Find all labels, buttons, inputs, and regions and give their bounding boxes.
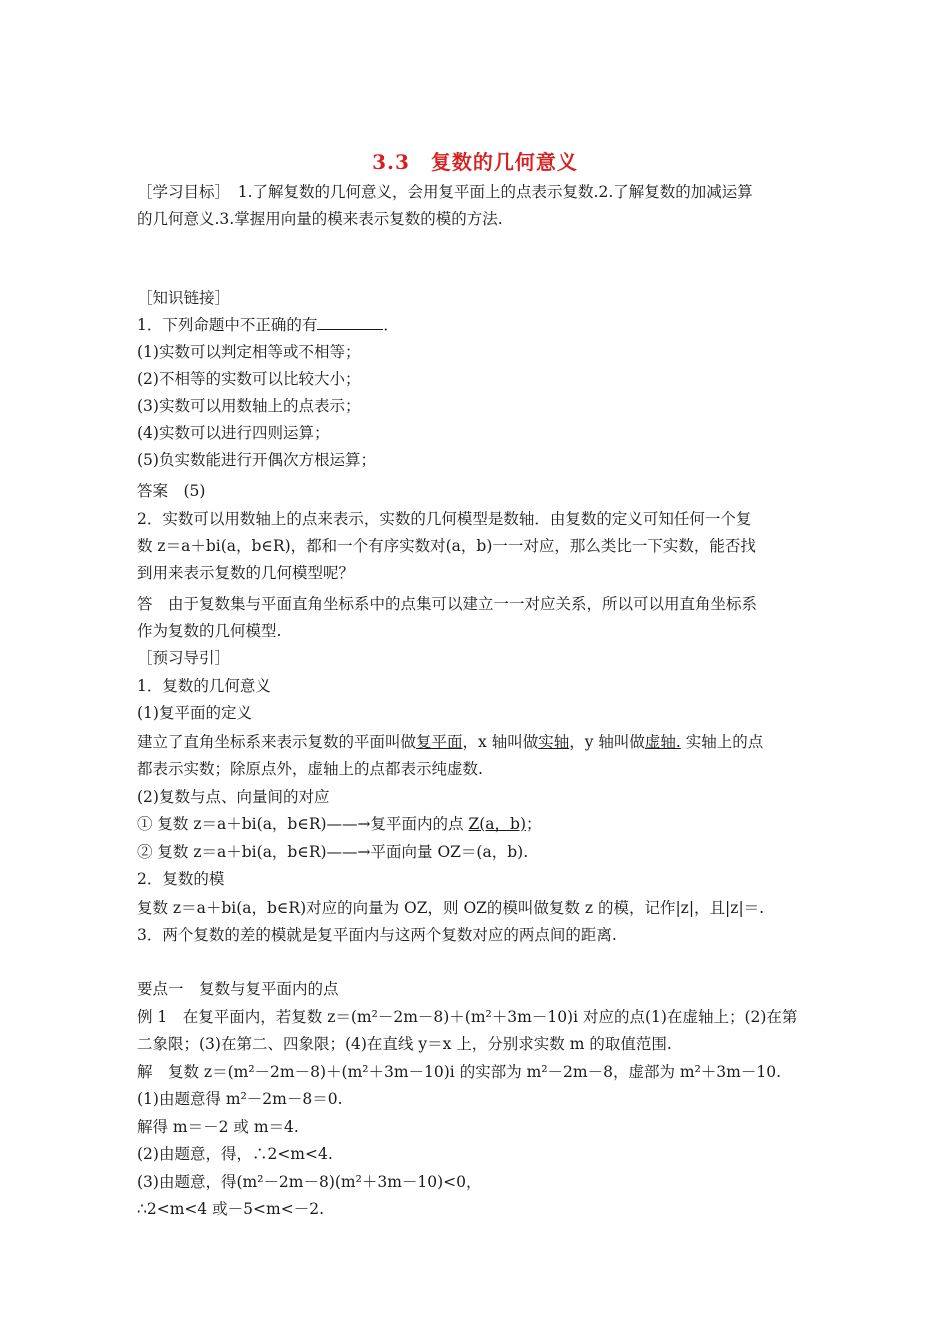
text-span: 实轴上的点 [680, 733, 764, 751]
modulus-definition: 复数 z＝a＋bi(a，b∈R)对应的向量为 OZ，则 OZ的模叫做复数 z 的模，记作|z|，且|z|＝. [137, 899, 765, 917]
page-title: 3.3 复数的几何意义 [372, 150, 578, 174]
underlined-term: Z(a，b) [468, 815, 526, 833]
list-item: (4)实数可以进行四则运算； [137, 424, 330, 442]
text-span: ，y 轴叫做 [569, 733, 645, 751]
solution-step: 解得 m＝－2 或 m＝4. [137, 1118, 299, 1136]
section-heading-preview: ［预习导引］ [137, 649, 231, 667]
list-item: (5)负实数能进行开偶次方根运算； [137, 451, 376, 469]
answer-2-line-1: 答 由于复数集与平面直角坐标系中的点集可以建立一一对应关系，所以可以用直角坐标系 [137, 595, 758, 613]
list-item: (1)实数可以判定相等或不相等； [137, 343, 361, 361]
correspondence-vector: ② 复数 z＝a＋bi(a，b∈R)——→平面向量 OZ＝(a，b). [137, 843, 529, 861]
correspondence-point [137, 813, 827, 837]
answer-line: 答案 (5) [137, 482, 206, 500]
example-1-line-2: 二象限；(3)在第二、四象限；(4)在直线 y＝x 上，分别求实数 m 的取值范围. [137, 1035, 672, 1053]
question-2-line-1: 2．实数可以用数轴上的点来表示，实数的几何模型是数轴．由复数的定义可知任何一个复 [137, 510, 752, 528]
list-item: (3)实数可以用数轴上的点表示； [137, 397, 361, 415]
complex-plane-definition [137, 731, 827, 755]
complex-plane-definition-cont: 都表示实数；除原点外，虚轴上的点都表示纯虚数. [137, 760, 483, 778]
question-2-line-2: 数 z＝a＋bi(a，b∈R)，都和一个有序实数对(a，b)一一对应，那么类比一下实数，能否找 [137, 537, 756, 555]
subheading-correspondence: (2)复数与点、向量间的对应 [137, 788, 330, 806]
example-1-line-1: 例 1 在复平面内，若复数 z＝(m²－2m－8)＋(m²＋3m－10)i 对应的点(1)在虚轴上；(2)在第 [137, 1008, 798, 1026]
underlined-term: 虚轴. [644, 733, 681, 751]
solution-step: (2)由题意，得，∴2<m<4. [137, 1145, 333, 1163]
question-1-end: ． [383, 316, 399, 334]
section-heading-knowledge-link: ［知识链接］ [137, 289, 231, 307]
solution-step: (1)由题意得 m²－2m－8＝0. [137, 1090, 343, 1108]
learning-goals-line-1: ［学习目标］ 1.了解复数的几何意义，会用复平面上的点表示复数.2.了解复数的加减运算 [137, 183, 753, 201]
key-point-heading: 要点一 复数与复平面内的点 [137, 980, 339, 998]
solution-step: ∴2<m<4 或－5<m<－2. [137, 1200, 325, 1218]
solution-line: 解 复数 z＝(m²－2m－8)＋(m²＋3m－10)i 的实部为 m²－2m－8，虚部为 m²＋3m－10. [137, 1063, 782, 1081]
question-1-text: 1．下列命题中不正确的有 [137, 316, 318, 334]
text-span: 建立了直角坐标系来表示复数的平面叫做 [137, 733, 417, 751]
subheading-complex-plane: (1)复平面的定义 [137, 704, 252, 722]
answer-2-line-2: 作为复数的几何模型. [137, 622, 282, 640]
text-span: ，x 轴叫做 [462, 733, 539, 751]
question-1 [137, 314, 827, 338]
learning-goals-line-2: 的几何意义.3.掌握用向量的模来表示复数的模的方法. [137, 210, 503, 228]
text-span: ① 复数 z＝a＋bi(a，b∈R)——→复平面内的点 [137, 815, 469, 833]
subheading-modulus: 2．复数的模 [137, 870, 225, 888]
difference-modulus: 3．两个复数的差的模就是复平面内与这两个复数对应的两点间的距离. [137, 926, 617, 944]
text-span: ； [526, 815, 542, 833]
answer-blank [317, 314, 383, 330]
list-item: (2)不相等的实数可以比较大小； [137, 370, 361, 388]
solution-step: (3)由题意，得(m²－2m－8)(m²＋3m－10)<0， [137, 1173, 482, 1191]
underlined-term: 复平面 [416, 733, 463, 751]
underlined-term: 实轴 [538, 733, 570, 751]
subheading-geometric-meaning: 1．复数的几何意义 [137, 677, 271, 695]
question-2-line-3: 到用来表示复数的几何模型呢？ [137, 564, 355, 582]
